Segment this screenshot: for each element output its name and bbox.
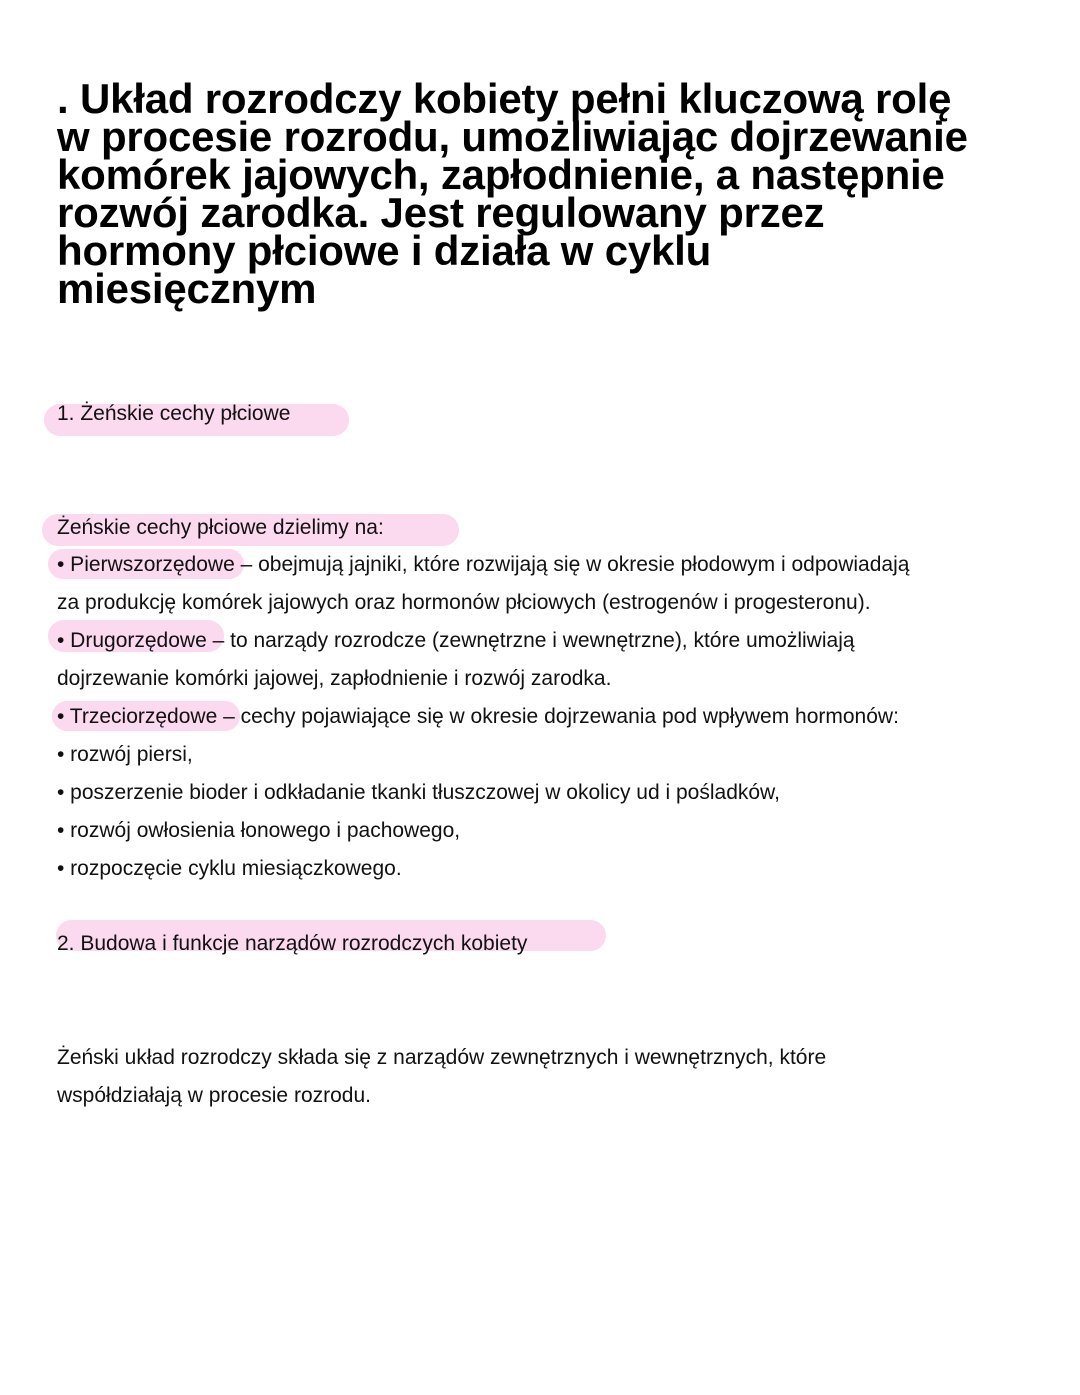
primary-term: • Pierwszorzędowe — [57, 553, 235, 576]
bullet-item: • rozpoczęcie cyklu miesiączkowego. — [57, 857, 402, 880]
title-line: w procesie rozrodu, umożliwiając dojrzewanie — [57, 113, 968, 160]
bullet-item: • poszerzenie bioder i odkładanie tkanki tłuszczowej w okolicy ud i pośladków, — [57, 781, 780, 804]
title-line: hormony płciowe i działa w cyklu — [57, 227, 712, 274]
title-line: komórek jajowych, zapłodnienie, a następnie — [57, 151, 945, 198]
title-line: . Układ rozrodczy kobiety pełni kluczową rolę — [57, 75, 952, 122]
primary-characteristics-line2: za produkcję komórek jajowych oraz hormonów płciowych (estrogenów i progesteronu). — [57, 591, 871, 614]
section2-paragraph-line2: współdziałają w procesie rozrodu. — [57, 1084, 371, 1107]
tertiary-characteristics-line1 — [57, 705, 899, 729]
primary-characteristics-line1 — [57, 553, 909, 577]
page-title — [57, 75, 1047, 312]
tertiary-description: – cechy pojawiające się w okresie dojrzewania pod wpływem hormonów: — [217, 705, 899, 728]
section2-paragraph-line1: Żeński układ rozrodczy składa się z narządów zewnętrznych i wewnętrznych, które — [57, 1046, 827, 1069]
bullet-item: • rozwój piersi, — [57, 743, 193, 766]
section2-heading: 2. Budowa i funkcje narządów rozrodczych kobiety — [57, 932, 528, 955]
tertiary-term: • Trzeciorzędowe — [57, 705, 218, 728]
secondary-description: – to narządy rozrodcze (zewnętrzne i wewnętrzne), które umożliwiają — [206, 629, 855, 652]
secondary-term: • Drugorzędowe — [57, 629, 207, 652]
primary-description: – obejmują jajniki, które rozwijają się w okresie płodowym i odpowiadają — [234, 553, 910, 576]
secondary-characteristics-line1 — [57, 629, 855, 653]
title-line: rozwój zarodka. Jest regulowany przez — [57, 189, 825, 236]
section1-intro: Żeńskie cechy płciowe dzielimy na: — [57, 516, 384, 539]
secondary-characteristics-line2: dojrzewanie komórki jajowej, zapłodnienie i rozwój zarodka. — [57, 667, 612, 690]
section1-heading: 1. Żeńskie cechy płciowe — [57, 402, 291, 425]
bullet-item: • rozwój owłosienia łonowego i pachowego, — [57, 819, 461, 842]
title-line: miesięcznym — [57, 265, 317, 312]
